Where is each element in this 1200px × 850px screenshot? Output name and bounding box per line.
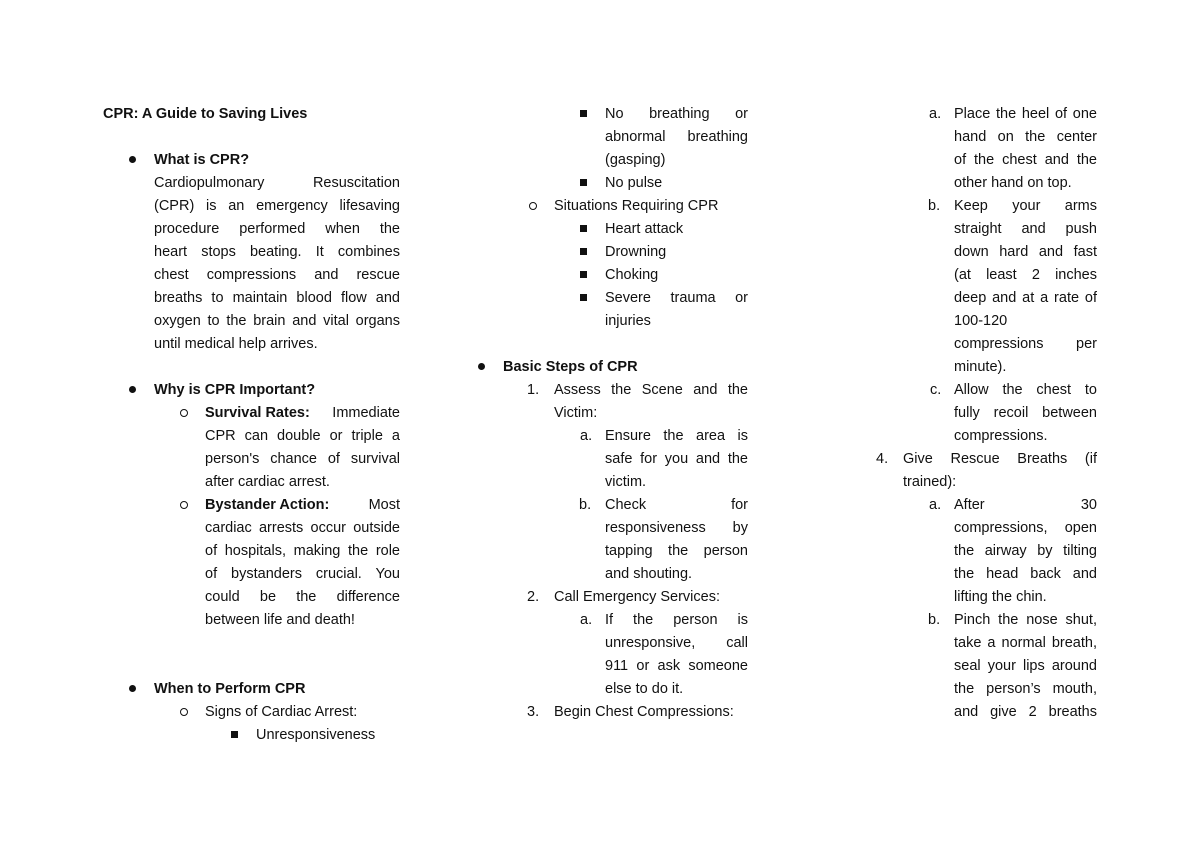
sign-item: Unresponsiveness — [256, 727, 376, 743]
what-body-line: heart stops beating. It combines — [154, 244, 400, 260]
step1b-line: and shouting. — [605, 566, 693, 582]
sign-item-line: abnormal breathing — [605, 129, 748, 145]
step4a-line: the airway by tilting — [954, 543, 1097, 559]
step1b-line: Check for — [605, 497, 748, 513]
situation-item: Severe trauma or — [605, 290, 748, 306]
step4b-line: take a normal breath, — [954, 635, 1097, 651]
sign-item-line: (gasping) — [605, 152, 666, 168]
step3c-line: Allow the chest to — [954, 382, 1097, 398]
step3c-line: fully recoil between — [954, 405, 1097, 421]
step4b-line: Pinch the nose shut, — [954, 612, 1097, 628]
step3b-line: straight and push — [954, 221, 1097, 237]
substep-letter: a. — [929, 106, 942, 122]
what-body-line: oxygen to the brain and vital organs — [154, 313, 400, 329]
bystander-line: cardiac arrests occur outside — [205, 520, 400, 536]
step1a-line: victim. — [605, 474, 647, 490]
step4b-line: the person’s mouth, — [954, 681, 1097, 697]
bullet-square-icon — [580, 173, 587, 193]
steps-heading: Basic Steps of CPR — [503, 359, 638, 375]
step-number: 1. — [527, 382, 540, 398]
step3c-line: compressions. — [954, 428, 1048, 444]
bullet-square-icon — [580, 219, 587, 239]
bullet-disc-icon — [478, 357, 485, 377]
step2a-line: If the person is — [605, 612, 748, 628]
step4a-line: lifting the chin. — [954, 589, 1047, 605]
step-number: 4. — [876, 451, 889, 467]
step3b-line: Keep your arms — [954, 198, 1097, 214]
substep-letter: a. — [929, 497, 942, 513]
situation-item: Drowning — [605, 244, 667, 260]
substep-letter: b. — [928, 198, 941, 214]
substep-letter: a. — [580, 428, 593, 444]
situation-item: Heart attack — [605, 221, 684, 237]
bystander-line: could be the difference — [205, 589, 400, 605]
bystander-line: of bystanders crucial. You — [205, 566, 400, 582]
bullet-circle-icon — [180, 403, 188, 423]
what-body-line: Cardiopulmonary Resuscitation — [154, 175, 400, 191]
bullet-square-icon — [231, 725, 238, 745]
substep-letter: c. — [930, 382, 942, 398]
survival-first-line — [205, 403, 400, 423]
situations-label: Situations Requiring CPR — [554, 198, 719, 214]
step3a-line: Place the heel of one — [954, 106, 1097, 122]
step-number: 2. — [527, 589, 540, 605]
survival-line: person's chance of survival — [205, 451, 400, 467]
bullet-disc-icon — [129, 150, 136, 170]
step3a-line: hand on the center — [954, 129, 1097, 145]
step4b-line: and give 2 breaths — [954, 704, 1097, 720]
step2-line: Call Emergency Services: — [554, 589, 720, 605]
bystander-line: between life and death! — [205, 612, 355, 628]
bullet-square-icon — [580, 265, 587, 285]
step3b-line: 100-120 — [954, 313, 1008, 329]
survival-line: CPR can double or triple a — [205, 428, 400, 444]
what-body-line: (CPR) is an emergency lifesaving — [154, 198, 400, 214]
bullet-circle-icon — [180, 702, 188, 722]
step3-line: Begin Chest Compressions: — [554, 704, 734, 720]
step1b-line: tapping the person — [605, 543, 748, 559]
step4-line: trained): — [903, 474, 957, 490]
document-title: CPR: A Guide to Saving Lives — [103, 106, 308, 122]
what-body-line: until medical help arrives. — [154, 336, 318, 352]
bullet-circle-icon — [529, 196, 537, 216]
step2a-line: else to do it. — [605, 681, 684, 697]
signs-label: Signs of Cardiac Arrest: — [205, 704, 358, 720]
step4a-line: compressions, open — [954, 520, 1097, 536]
what-heading: What is CPR? — [154, 152, 250, 168]
step4b-line: seal your lips around — [954, 658, 1097, 674]
step3b-line: compressions per — [954, 336, 1097, 352]
what-body-line: procedure performed when the — [154, 221, 400, 237]
sign-item: No breathing or — [605, 106, 748, 122]
bystander-line: of hospitals, making the role — [205, 543, 400, 559]
step1b-line: responsiveness by — [605, 520, 748, 536]
step3a-line: of the chest and the — [954, 152, 1097, 168]
step4-line: Give Rescue Breaths (if — [903, 451, 1097, 467]
step1-line: Assess the Scene and the — [554, 382, 748, 398]
why-heading: Why is CPR Important? — [154, 382, 316, 398]
step4a-line: After 30 — [954, 497, 1097, 513]
step1a-line: safe for you and the — [605, 451, 748, 467]
bullet-square-icon — [580, 288, 587, 308]
step1-line: Victim: — [554, 405, 598, 421]
bullet-square-icon — [580, 104, 587, 124]
bullet-disc-icon — [129, 380, 136, 400]
bullet-disc-icon — [129, 679, 136, 699]
survival-first-word: Immediate — [332, 405, 400, 421]
substep-letter: b. — [928, 612, 941, 628]
what-body-line: breaths to maintain blood flow and — [154, 290, 400, 306]
step3b-line: (at least 2 inches — [954, 267, 1097, 283]
step3b-line: down hard and fast — [954, 244, 1097, 260]
bullet-circle-icon — [180, 495, 188, 515]
sign-item: No pulse — [605, 175, 663, 191]
bystander-label: Bystander Action: — [205, 497, 330, 513]
substep-letter: b. — [579, 497, 592, 513]
step3b-line: minute). — [954, 359, 1007, 375]
bystander-first-line — [205, 495, 400, 515]
step-number: 3. — [527, 704, 540, 720]
step1a-line: Ensure the area is — [605, 428, 748, 444]
step2a-line: unresponsive, call — [605, 635, 748, 651]
step2a-line: 911 or ask someone — [605, 658, 748, 674]
situation-item: Choking — [605, 267, 659, 283]
survival-label: Survival Rates: — [205, 405, 310, 421]
what-body-line: chest compressions and rescue — [154, 267, 400, 283]
situation-item-line: injuries — [605, 313, 651, 329]
step4a-line: the head back and — [954, 566, 1097, 582]
bystander-first-word: Most — [368, 497, 400, 513]
survival-line: after cardiac arrest. — [205, 474, 330, 490]
substep-letter: a. — [580, 612, 593, 628]
bullet-square-icon — [580, 242, 587, 262]
step3a-line: other hand on top. — [954, 175, 1072, 191]
step3b-line: deep and at a rate of — [954, 290, 1097, 306]
when-heading: When to Perform CPR — [154, 681, 306, 697]
